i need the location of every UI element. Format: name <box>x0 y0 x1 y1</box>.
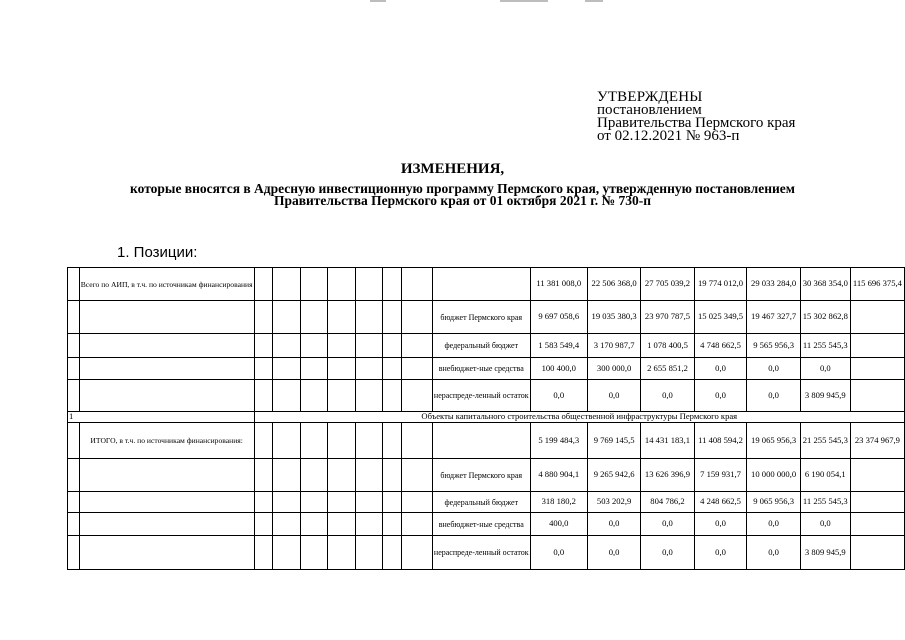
approval-line-1: УТВЕРЖДЕНЫ <box>597 89 703 105</box>
empty-cell <box>272 358 300 380</box>
empty-cell <box>272 268 300 301</box>
funding-source-value: 804 786,2 <box>641 492 694 513</box>
funding-source-value: 0,0 <box>694 358 747 380</box>
funding-source-value: 9 065 956,3 <box>747 492 800 513</box>
empty-cell <box>402 423 432 459</box>
funding-source-value: 4 748 662,5 <box>694 334 747 358</box>
empty-cell <box>355 459 383 492</box>
funding-source-label: внебюджет-ные средства <box>432 513 530 536</box>
funding-source-value <box>850 459 904 492</box>
empty-cell <box>254 380 272 412</box>
funding-source-value: 4 248 662,5 <box>694 492 747 513</box>
funding-source-value <box>850 536 904 570</box>
empty-cell <box>355 334 383 358</box>
empty-cell <box>355 423 383 459</box>
empty-cell <box>254 423 272 459</box>
empty-cell <box>79 301 254 334</box>
empty-cell <box>301 334 327 358</box>
funding-source-value: 11 255 545,3 <box>800 492 850 513</box>
approval-line-3: Правительства Пермского края <box>597 115 796 131</box>
itogo-value: 19 065 956,3 <box>747 423 800 459</box>
document-subtitle <box>40 183 885 207</box>
table-row <box>68 492 905 513</box>
funding-source-value: 1 078 400,5 <box>641 334 694 358</box>
empty-cell <box>272 334 300 358</box>
funding-source-value: 0,0 <box>587 513 640 536</box>
empty-cell <box>402 380 432 412</box>
empty-cell <box>272 536 300 570</box>
empty-cell <box>383 492 402 513</box>
empty-cell <box>301 536 327 570</box>
empty-cell <box>254 301 272 334</box>
table-row <box>68 459 905 492</box>
document-title: ИЗМЕНЕНИЯ, <box>400 161 505 177</box>
funding-source-value: 3 809 945,9 <box>800 380 850 412</box>
approval-line-4: от 02.12.2021 № 963-п <box>597 128 740 144</box>
funding-source-value: 300 000,0 <box>587 358 640 380</box>
table-row <box>68 513 905 536</box>
empty-cell <box>402 492 432 513</box>
empty-cell <box>301 358 327 380</box>
funding-source-value: 0,0 <box>587 536 640 570</box>
empty-cell <box>301 423 327 459</box>
funding-source-label: федеральный бюджет <box>432 334 530 358</box>
funding-source-value: 0,0 <box>530 380 587 412</box>
empty-cell <box>79 334 254 358</box>
total-label: Всего по АИП, в т.ч. по источникам финансирования <box>79 268 254 301</box>
empty-cell <box>68 459 80 492</box>
empty-cell <box>327 423 355 459</box>
funding-source-value: 9 265 942,6 <box>587 459 640 492</box>
empty-cell <box>254 459 272 492</box>
empty-cell <box>272 492 300 513</box>
funding-source-label: бюджет Пермского края <box>432 459 530 492</box>
empty-cell <box>402 459 432 492</box>
empty-cell <box>254 513 272 536</box>
itogo-value: 9 769 145,5 <box>587 423 640 459</box>
empty-cell <box>68 492 80 513</box>
empty-cell <box>79 492 254 513</box>
funding-source-label: нераспреде-ленный остаток <box>432 536 530 570</box>
table-row <box>68 334 905 358</box>
investment-table <box>67 267 905 570</box>
empty-cell <box>68 268 80 301</box>
funding-source-value <box>850 334 904 358</box>
empty-cell <box>68 513 80 536</box>
funding-source-value: 503 202,9 <box>587 492 640 513</box>
empty-cell <box>68 334 80 358</box>
empty-cell <box>68 301 80 334</box>
funding-source-value: 0,0 <box>641 513 694 536</box>
empty-cell <box>68 423 80 459</box>
empty-cell <box>327 301 355 334</box>
empty-cell <box>327 459 355 492</box>
empty-cell <box>355 268 383 301</box>
empty-cell <box>254 492 272 513</box>
section-row <box>68 412 905 423</box>
itogo-value: 5 199 484,3 <box>530 423 587 459</box>
empty-cell <box>432 268 530 301</box>
funding-source-value: 19 035 380,3 <box>587 301 640 334</box>
empty-cell <box>383 536 402 570</box>
funding-source-value: 100 400,0 <box>530 358 587 380</box>
empty-cell <box>383 334 402 358</box>
empty-cell <box>327 358 355 380</box>
scan-artifact <box>330 0 630 4</box>
funding-source-value: 3 170 987,7 <box>587 334 640 358</box>
empty-cell <box>68 536 80 570</box>
empty-cell <box>327 380 355 412</box>
approval-line-2: постановлением <box>597 102 702 118</box>
empty-cell <box>402 358 432 380</box>
empty-cell <box>355 301 383 334</box>
funding-source-value: 0,0 <box>694 513 747 536</box>
empty-cell <box>254 268 272 301</box>
funding-source-value: 19 467 327,7 <box>747 301 800 334</box>
funding-source-value <box>850 492 904 513</box>
table-row <box>68 358 905 380</box>
itogo-value: 11 408 594,2 <box>694 423 747 459</box>
itogo-value: 23 374 967,9 <box>850 423 904 459</box>
funding-source-label: нераспреде-ленный остаток <box>432 380 530 412</box>
funding-source-value: 1 583 549,4 <box>530 334 587 358</box>
funding-source-value: 6 190 054,1 <box>800 459 850 492</box>
empty-cell <box>402 301 432 334</box>
funding-source-value: 0,0 <box>800 358 850 380</box>
funding-source-label: федеральный бюджет <box>432 492 530 513</box>
empty-cell <box>402 536 432 570</box>
funding-source-value: 7 159 931,7 <box>694 459 747 492</box>
total-value: 11 381 008,0 <box>530 268 587 301</box>
empty-cell <box>355 492 383 513</box>
funding-source-value: 0,0 <box>747 358 800 380</box>
empty-cell <box>272 301 300 334</box>
empty-cell <box>68 358 80 380</box>
empty-cell <box>79 513 254 536</box>
empty-cell <box>301 492 327 513</box>
approval-stamp <box>597 91 795 143</box>
funding-source-value: 15 302 862,8 <box>800 301 850 334</box>
funding-source-value: 23 970 787,5 <box>641 301 694 334</box>
table-body <box>68 268 905 570</box>
table-row <box>68 301 905 334</box>
empty-cell <box>301 459 327 492</box>
empty-cell <box>402 513 432 536</box>
empty-cell <box>301 268 327 301</box>
section-heading: 1. Позиции: <box>117 244 198 261</box>
empty-cell <box>301 513 327 536</box>
funding-source-value: 0,0 <box>747 513 800 536</box>
empty-cell <box>254 358 272 380</box>
empty-cell <box>402 268 432 301</box>
empty-cell <box>79 459 254 492</box>
funding-source-value: 11 255 545,3 <box>800 334 850 358</box>
funding-source-value: 3 809 945,9 <box>800 536 850 570</box>
empty-cell <box>355 536 383 570</box>
empty-cell <box>327 492 355 513</box>
funding-source-value: 13 626 396,9 <box>641 459 694 492</box>
empty-cell <box>79 380 254 412</box>
subtitle-line-2: Правительства Пермского края от 01 октября 2021 г. № 730-п <box>273 193 652 208</box>
empty-cell <box>272 380 300 412</box>
total-value: 22 506 368,0 <box>587 268 640 301</box>
empty-cell <box>254 334 272 358</box>
funding-source-value: 2 655 851,2 <box>641 358 694 380</box>
table-row <box>68 423 905 459</box>
funding-source-value: 0,0 <box>694 380 747 412</box>
section-name: Объекты капитального строительства общественной инфраструктуры Пермского края <box>254 412 904 423</box>
funding-source-value: 15 025 349,5 <box>694 301 747 334</box>
table-row <box>68 380 905 412</box>
funding-source-value: 0,0 <box>530 536 587 570</box>
empty-cell <box>327 268 355 301</box>
funding-source-value <box>850 358 904 380</box>
empty-cell <box>79 536 254 570</box>
funding-source-value: 318 180,2 <box>530 492 587 513</box>
empty-cell <box>301 380 327 412</box>
empty-cell <box>432 423 530 459</box>
empty-cell <box>383 358 402 380</box>
empty-cell <box>383 513 402 536</box>
subtitle-line-1: которые вносятся в Адресную инвестиционную программу Пермского края, утвержденную постановлением <box>130 181 795 196</box>
funding-source-label: внебюджет-ные средства <box>432 358 530 380</box>
empty-cell <box>383 423 402 459</box>
empty-cell <box>272 513 300 536</box>
table-row <box>68 536 905 570</box>
empty-cell <box>383 380 402 412</box>
funding-source-value: 0,0 <box>587 380 640 412</box>
itogo-value: 21 255 545,3 <box>800 423 850 459</box>
funding-source-value: 0,0 <box>747 380 800 412</box>
funding-source-value: 10 000 000,0 <box>747 459 800 492</box>
empty-cell <box>327 513 355 536</box>
empty-cell <box>327 334 355 358</box>
funding-source-value: 0,0 <box>641 536 694 570</box>
funding-source-value: 400,0 <box>530 513 587 536</box>
total-value: 27 705 039,2 <box>641 268 694 301</box>
funding-source-value: 0,0 <box>694 536 747 570</box>
total-value: 19 774 012,0 <box>694 268 747 301</box>
empty-cell <box>272 423 300 459</box>
funding-source-value: 4 880 904,1 <box>530 459 587 492</box>
empty-cell <box>355 513 383 536</box>
empty-cell <box>355 380 383 412</box>
funding-source-value: 9 697 058,6 <box>530 301 587 334</box>
funding-source-value: 0,0 <box>800 513 850 536</box>
funding-source-value <box>850 301 904 334</box>
empty-cell <box>79 358 254 380</box>
itogo-value: 14 431 183,1 <box>641 423 694 459</box>
empty-cell <box>68 380 80 412</box>
empty-cell <box>383 459 402 492</box>
empty-cell <box>301 301 327 334</box>
total-value: 29 033 284,0 <box>747 268 800 301</box>
funding-source-value: 0,0 <box>747 536 800 570</box>
total-value: 30 368 354,0 <box>800 268 850 301</box>
empty-cell <box>272 459 300 492</box>
funding-source-value: 9 565 956,3 <box>747 334 800 358</box>
total-value: 115 696 375,4 <box>850 268 904 301</box>
empty-cell <box>327 536 355 570</box>
empty-cell <box>355 358 383 380</box>
table-row <box>68 268 905 301</box>
funding-source-label: бюджет Пермского края <box>432 301 530 334</box>
empty-cell <box>383 301 402 334</box>
empty-cell <box>402 334 432 358</box>
funding-source-value <box>850 380 904 412</box>
itogo-label: ИТОГО, в т.ч. по источникам финансирования: <box>79 423 254 459</box>
funding-source-value: 0,0 <box>641 380 694 412</box>
section-number: 1 <box>68 412 255 423</box>
empty-cell <box>254 536 272 570</box>
empty-cell <box>383 268 402 301</box>
funding-source-value <box>850 513 904 536</box>
